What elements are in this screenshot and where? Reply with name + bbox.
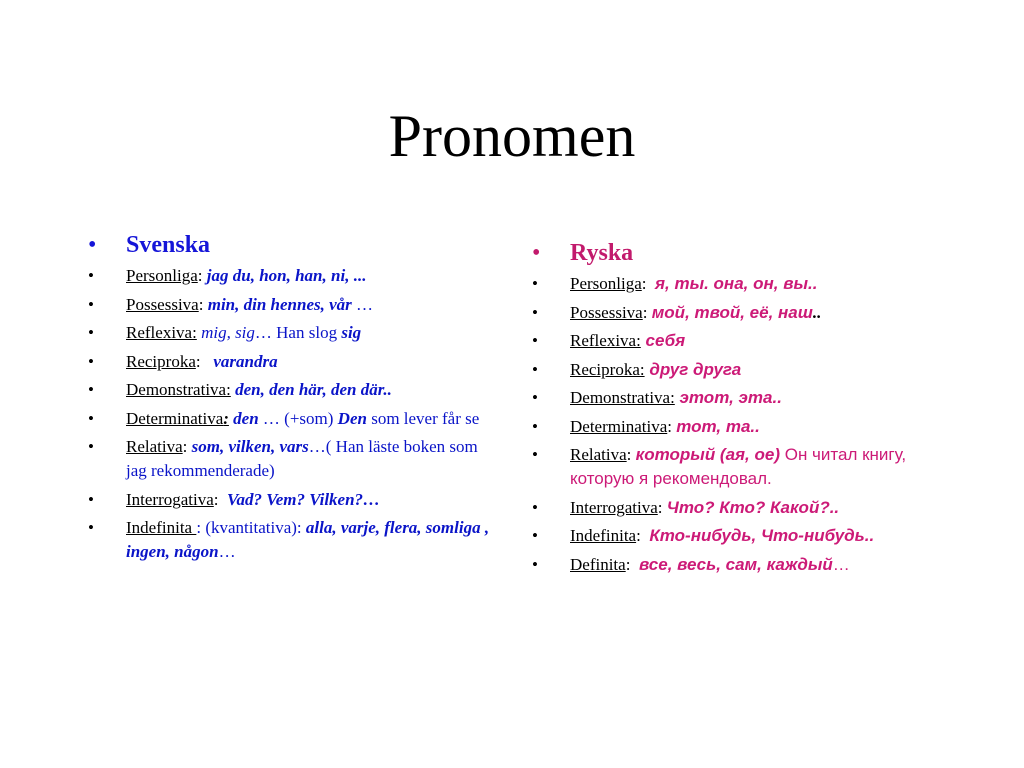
term-label: Determinativa [570,416,668,436]
separator: : [641,274,656,293]
svenska-interrogativa-item [88,488,496,512]
separator: : [667,416,677,436]
term-label: Reflexiva: [570,331,641,350]
ryska-column [532,238,932,581]
ellipsis: … [832,554,850,574]
example-sentence: (kvantitativa): [205,518,306,537]
example-words: den [228,408,259,428]
separator: : [626,445,636,464]
example-sentence: ( Han läste boken som jag rekommenderade) [126,437,478,480]
ellipsis: … [308,437,326,456]
svenska-relativa-item [88,435,496,483]
term-label: Possessiva [570,302,643,322]
example-words: Что? Кто? Какой?.. [666,497,840,517]
term-label: Possessiva [126,294,199,314]
example-sentence: Он читал книгу, которую я рекомендовал. [570,445,907,488]
ryska-relativa-item [532,443,932,491]
term-label: Determinativa [126,408,224,428]
term-label: Interrogativa [126,489,214,509]
term-label: Indefinita [126,518,197,537]
example-words: som, vilken, vars [191,437,309,456]
svenska-demonstrativa-item [88,378,496,402]
term-label: Reciproka: [570,359,645,379]
term-label: Relativa [570,445,627,464]
example-words: Кто-нибудь, Что-нибудь.. [649,526,875,545]
example-words: все, весь, сам, каждый [638,554,833,574]
svenska-determinativa-item [88,407,496,431]
example-words: тот, та.. [676,416,760,436]
svenska-reciproka-item [88,350,496,374]
ellipsis: … [351,294,374,314]
separator: : [625,554,639,574]
ryska-heading: • Ryska [532,238,932,268]
example-words: друг друга [644,359,742,379]
term-label: Relativa [126,437,183,456]
ryska-reciproka-item [532,358,932,382]
example-words: jag du, hon, han, ni, ... [202,266,367,285]
ellipsis: … [218,542,236,561]
ryska-personliga-item [532,272,932,296]
separator: : [657,497,667,517]
term-label: Reciproka [126,351,196,371]
example-words: min, din hennes, vår [203,294,352,314]
ryska-interrogativa-item [532,496,932,520]
term-label: Personliga [570,274,642,293]
svenska-reflexiva-item [88,321,496,345]
ryska-possessiva-item [532,301,932,325]
separator: : [198,294,204,314]
separator: : [642,302,652,322]
example-words: я, ты. она, он, вы.. [655,274,818,293]
separator: : [213,489,228,509]
example-words: den, den här, den där.. [230,380,392,399]
term-label: Indefinita [570,526,637,545]
example-words: Den [337,408,367,428]
slide-title: Pronomen [388,103,636,169]
separator: : [196,518,206,537]
svenska-personliga-item [88,264,496,288]
svenska-possessiva-item [88,293,496,317]
separator: : [223,408,229,428]
ryska-reflexiva-item [532,329,932,353]
separator: : [636,526,650,545]
term-label: Personliga [126,266,198,285]
example-words: себя [640,331,686,350]
example-sentence: … Han slog [254,323,342,342]
example-sentence: som lever får se [366,408,480,428]
example-words: sig [341,323,362,342]
example-words: этот, эта.. [674,388,782,407]
example-words: Vad? Vem? Vilken?… [227,489,381,509]
example-words: alla, varje, flera, somliga , ingen, någon [126,518,490,561]
example-words: который (ая, ое) [635,445,780,464]
term-label: Demonstrativa: [126,380,231,399]
separator: : [182,437,192,456]
svenska-indefinita-item [88,516,496,564]
svenska-heading: • Svenska [88,230,496,260]
example-words: mig, sig [196,323,255,342]
example-words: мой, твой, её, наш [651,302,813,322]
ellipsis: .. [812,302,822,322]
term-label: Definita [570,554,626,574]
ryska-indefinita-item [532,524,932,548]
separator: : [197,266,203,285]
term-label: Demonstrativa: [570,388,675,407]
ryska-demonstrativa-item [532,386,932,410]
ryska-determinativa-item [532,415,932,439]
svenska-column [88,230,496,569]
separator: : [195,351,214,371]
term-label: Interrogativa [570,497,658,517]
example-sentence: … (+som) [258,408,338,428]
ryska-definita-item [532,553,932,577]
term-label: Reflexiva: [126,323,197,342]
example-words: varandra [213,351,278,371]
